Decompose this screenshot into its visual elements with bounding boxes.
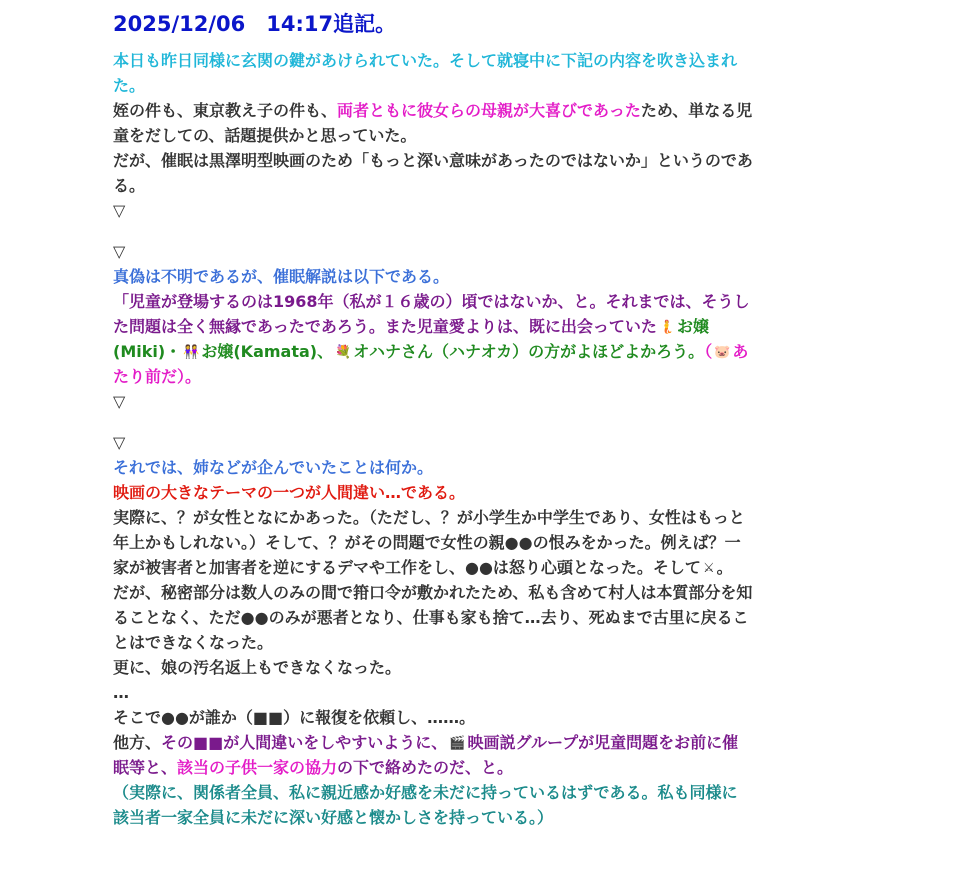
text-run: 実際に、？が女性となにかあった。（ただし、？が小学生か中学生であり、女性はもっと年上かもしれない。）そして、？がその問題で女性の親●●の恨みをかった。例えば？一家が被害者と加害者を逆にするデマや工作をし、●●は怒り心頭となった。そして <box>113 508 745 577</box>
section-divider-triangle: ▽ <box>113 201 126 220</box>
text-run: … <box>113 683 129 702</box>
paragraph <box>113 780 753 830</box>
text-run: それでは、姉などが企んでいたことは何か。 <box>113 458 434 477</box>
paragraph <box>113 505 753 580</box>
text-run: 映画説グループが児童問題をお前に催眠等と、 <box>113 733 739 777</box>
text-run: （ <box>704 342 713 361</box>
text-run: だが、催眠は黒澤明型映画のため「もっと深い意味があったのではないか」というのである。 <box>113 151 753 195</box>
text-run: （実際に、関係者全員、私に親近感か好感を未だに持っているはずである。私も同様に該当者一家全員に未だに深い好感と懐かしさを持っている。） <box>113 783 738 827</box>
paragraph <box>113 730 753 780</box>
section-divider-triangle: ▽ <box>113 242 126 261</box>
paragraph <box>113 705 753 730</box>
text-run: 。 <box>716 558 733 577</box>
pig-face-icon: 🐷 <box>714 345 731 360</box>
text-run: 該当の子供一家の協力 <box>177 758 338 777</box>
paragraph <box>113 289 753 389</box>
text-run: 本日も昨日同様に玄関の鍵があけられていた。そして就寝中に下記の内容を吹き込まれた。 <box>113 51 738 95</box>
text-run: オハナさん（ハナオカ）の方がよほどよかろう。 <box>353 342 705 361</box>
text-run: 両者ともに彼女らの母親が大喜びであった <box>337 101 641 120</box>
post-body <box>113 48 753 830</box>
section-spacer <box>113 223 753 239</box>
text-run: その■■が人間違いをしやすいように、 <box>161 733 448 752</box>
section-divider-triangle: ▽ <box>113 433 126 452</box>
mermaid-icon: 🧜 <box>658 320 676 335</box>
section-divider-triangle: ▽ <box>113 392 126 411</box>
text-run: 更に、娘の汚名返上もできなくなった。 <box>113 658 402 677</box>
text-run: 姪の件も、東京教え子の件も、 <box>113 101 338 120</box>
blog-post <box>113 10 753 830</box>
text-run: 他方、 <box>113 733 162 752</box>
text-run: 映画の大きなテーマの一つが人間違い…である。 <box>113 483 466 502</box>
paragraph <box>113 480 753 505</box>
post-heading: 2025/12/06 14:17追記。 <box>113 12 397 36</box>
text-run: だが、秘密部分は数人のみの間で箝口令が敷かれたため、私も含めて村人は本質部分を知ることなく、ただ●●のみが悪者となり、仕事も家も捨て…去り、死ぬまで古里に戻ることはできなくなった。 <box>113 583 753 652</box>
section-spacer <box>113 414 753 430</box>
text-run: お嬢(Miki)・ <box>113 317 710 361</box>
crossed-swords-icon: ⚔ <box>702 561 715 576</box>
paragraph <box>113 680 753 705</box>
text-run: の下で絡めたのだ、と。 <box>337 758 514 777</box>
paragraph <box>113 264 753 289</box>
text-run: そこで●●が誰か（■■）に報復を依頼し、……。 <box>113 708 476 727</box>
paragraph <box>113 580 753 655</box>
bouquet-icon: 💐 <box>335 345 352 360</box>
text-run: ため、単なる児童をだしての、話題提供かと思っていた。 <box>113 101 753 145</box>
paragraph <box>113 48 753 98</box>
paragraph <box>113 148 753 198</box>
text-run: あたり前だ）。 <box>113 342 749 386</box>
paragraph <box>113 98 753 148</box>
text-run: 真偽は不明であるが、催眠解説は以下である。 <box>113 267 450 286</box>
text-run: お嬢(Kamata)、 <box>201 342 334 361</box>
clapper-board-icon: 🎬 <box>449 736 466 751</box>
paragraph <box>113 655 753 680</box>
text-run: 「児童が登場するのは1968年（私が１６歳の）頃ではないか、と。それまでは、そうした問題は全く無縁であったであろう。また児童愛よりは、既に出会っていた <box>113 292 750 336</box>
paragraph <box>113 455 753 480</box>
girls-icon: 👭 <box>183 345 200 360</box>
